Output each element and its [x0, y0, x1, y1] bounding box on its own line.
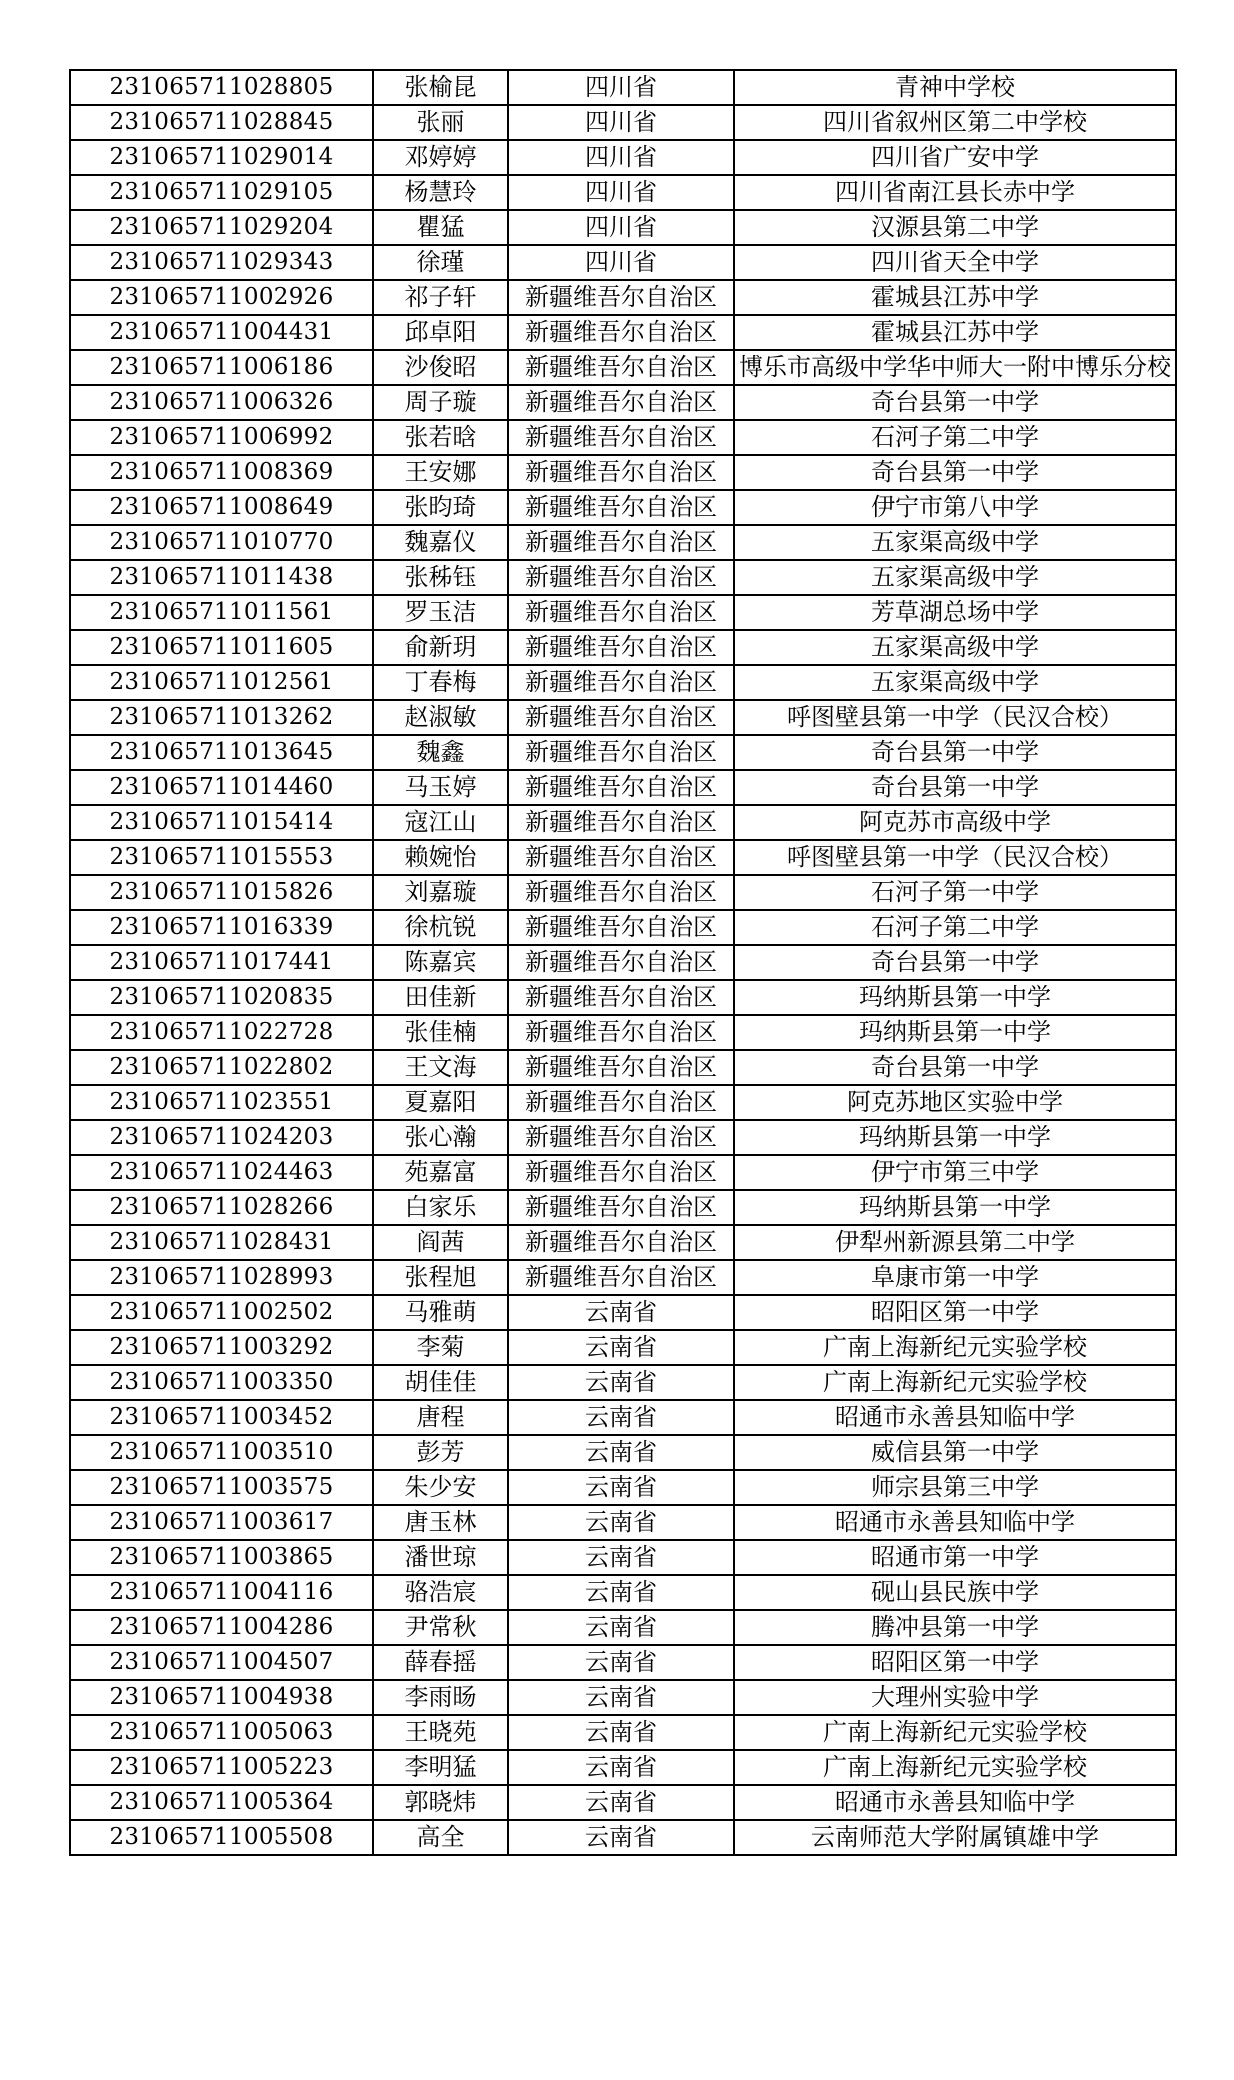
cell-province: 新疆维吾尔自治区: [508, 560, 734, 595]
cell-student-name: 王文海: [373, 1050, 508, 1085]
cell-student-name: 寇江山: [373, 805, 508, 840]
cell-student-name: 白家乐: [373, 1190, 508, 1225]
table-row: [70, 1295, 1176, 1330]
cell-candidate-id: 231065711011605: [70, 630, 373, 665]
table-row: [70, 630, 1176, 665]
cell-school: 五家渠高级中学: [734, 560, 1176, 595]
cell-school: 广南上海新纪元实验学校: [734, 1365, 1176, 1400]
cell-candidate-id: 231065711002502: [70, 1295, 373, 1330]
cell-school: 博乐市高级中学华中师大一附中博乐分校: [734, 350, 1176, 385]
cell-candidate-id: 231065711015414: [70, 805, 373, 840]
cell-student-name: 张昀琦: [373, 490, 508, 525]
cell-student-name: 赖婉怡: [373, 840, 508, 875]
cell-school: 玛纳斯县第一中学: [734, 1190, 1176, 1225]
cell-school: 腾冲县第一中学: [734, 1610, 1176, 1645]
cell-student-name: 魏鑫: [373, 735, 508, 770]
cell-candidate-id: 231065711004507: [70, 1645, 373, 1680]
cell-candidate-id: 231065711014460: [70, 770, 373, 805]
cell-province: 新疆维吾尔自治区: [508, 1260, 734, 1295]
table-row: [70, 560, 1176, 595]
cell-candidate-id: 231065711004431: [70, 315, 373, 350]
table-row: [70, 455, 1176, 490]
cell-student-name: 王晓苑: [373, 1715, 508, 1750]
cell-candidate-id: 231065711004938: [70, 1680, 373, 1715]
cell-province: 四川省: [508, 70, 734, 105]
table-row: [70, 315, 1176, 350]
cell-school: 威信县第一中学: [734, 1435, 1176, 1470]
cell-school: 奇台县第一中学: [734, 1050, 1176, 1085]
cell-school: 昭通市永善县知临中学: [734, 1505, 1176, 1540]
cell-province: 四川省: [508, 105, 734, 140]
table-row: [70, 1190, 1176, 1225]
table-row: [70, 1155, 1176, 1190]
cell-student-name: 赵淑敏: [373, 700, 508, 735]
cell-candidate-id: 231065711029014: [70, 140, 373, 175]
cell-school: 呼图壁县第一中学（民汉合校）: [734, 840, 1176, 875]
cell-candidate-id: 231065711017441: [70, 945, 373, 980]
cell-candidate-id: 231065711020835: [70, 980, 373, 1015]
table-row: [70, 910, 1176, 945]
cell-candidate-id: 231065711028266: [70, 1190, 373, 1225]
cell-province: 新疆维吾尔自治区: [508, 315, 734, 350]
cell-student-name: 徐瑾: [373, 245, 508, 280]
cell-student-name: 薛春摇: [373, 1645, 508, 1680]
cell-candidate-id: 231065711028993: [70, 1260, 373, 1295]
cell-student-name: 夏嘉阳: [373, 1085, 508, 1120]
cell-student-name: 田佳新: [373, 980, 508, 1015]
cell-school: 四川省南江县长赤中学: [734, 175, 1176, 210]
table-row: [70, 1820, 1176, 1855]
table-row: [70, 175, 1176, 210]
table-row: [70, 595, 1176, 630]
table-row: [70, 245, 1176, 280]
cell-student-name: 张佳楠: [373, 1015, 508, 1050]
cell-school: 大理州实验中学: [734, 1680, 1176, 1715]
cell-province: 新疆维吾尔自治区: [508, 1085, 734, 1120]
cell-student-name: 陈嘉宾: [373, 945, 508, 980]
cell-province: 云南省: [508, 1610, 734, 1645]
cell-province: 云南省: [508, 1295, 734, 1330]
cell-province: 新疆维吾尔自治区: [508, 595, 734, 630]
cell-candidate-id: 231065711028805: [70, 70, 373, 105]
cell-school: 四川省广安中学: [734, 140, 1176, 175]
cell-province: 新疆维吾尔自治区: [508, 1155, 734, 1190]
table-row: [70, 700, 1176, 735]
cell-province: 新疆维吾尔自治区: [508, 490, 734, 525]
cell-school: 广南上海新纪元实验学校: [734, 1750, 1176, 1785]
cell-candidate-id: 231065711024463: [70, 1155, 373, 1190]
cell-province: 新疆维吾尔自治区: [508, 1190, 734, 1225]
cell-candidate-id: 231065711022802: [70, 1050, 373, 1085]
cell-candidate-id: 231065711010770: [70, 525, 373, 560]
table-row: [70, 875, 1176, 910]
cell-province: 新疆维吾尔自治区: [508, 980, 734, 1015]
table-row: [70, 1785, 1176, 1820]
cell-school: 阿克苏地区实验中学: [734, 1085, 1176, 1120]
table-row: [70, 1610, 1176, 1645]
cell-student-name: 马玉婷: [373, 770, 508, 805]
cell-candidate-id: 231065711004116: [70, 1575, 373, 1610]
cell-candidate-id: 231065711003292: [70, 1330, 373, 1365]
cell-school: 广南上海新纪元实验学校: [734, 1715, 1176, 1750]
cell-province: 新疆维吾尔自治区: [508, 735, 734, 770]
cell-province: 云南省: [508, 1645, 734, 1680]
cell-school: 玛纳斯县第一中学: [734, 980, 1176, 1015]
cell-candidate-id: 231065711003452: [70, 1400, 373, 1435]
cell-candidate-id: 231065711006992: [70, 420, 373, 455]
cell-province: 新疆维吾尔自治区: [508, 630, 734, 665]
table-row: [70, 945, 1176, 980]
cell-school: 五家渠高级中学: [734, 630, 1176, 665]
cell-student-name: 朱少安: [373, 1470, 508, 1505]
cell-school: 石河子第二中学: [734, 910, 1176, 945]
table-row: [70, 1750, 1176, 1785]
cell-candidate-id: 231065711015826: [70, 875, 373, 910]
table-row: [70, 805, 1176, 840]
cell-school: 石河子第二中学: [734, 420, 1176, 455]
cell-province: 云南省: [508, 1540, 734, 1575]
cell-candidate-id: 231065711008649: [70, 490, 373, 525]
cell-candidate-id: 231065711005508: [70, 1820, 373, 1855]
cell-student-name: 李菊: [373, 1330, 508, 1365]
table-row: [70, 490, 1176, 525]
table-row: [70, 350, 1176, 385]
cell-school: 四川省叙州区第二中学校: [734, 105, 1176, 140]
cell-school: 奇台县第一中学: [734, 385, 1176, 420]
cell-candidate-id: 231065711002926: [70, 280, 373, 315]
cell-province: 云南省: [508, 1330, 734, 1365]
cell-province: 四川省: [508, 175, 734, 210]
cell-student-name: 周子璇: [373, 385, 508, 420]
table-row: [70, 1680, 1176, 1715]
cell-province: 新疆维吾尔自治区: [508, 1120, 734, 1155]
cell-school: 阜康市第一中学: [734, 1260, 1176, 1295]
table-row: [70, 1225, 1176, 1260]
cell-province: 新疆维吾尔自治区: [508, 280, 734, 315]
cell-province: 云南省: [508, 1435, 734, 1470]
table-row: [70, 840, 1176, 875]
cell-candidate-id: 231065711004286: [70, 1610, 373, 1645]
table-row: [70, 1260, 1176, 1295]
cell-province: 新疆维吾尔自治区: [508, 770, 734, 805]
cell-province: 四川省: [508, 210, 734, 245]
cell-candidate-id: 231065711003865: [70, 1540, 373, 1575]
cell-student-name: 王安娜: [373, 455, 508, 490]
cell-province: 新疆维吾尔自治区: [508, 455, 734, 490]
cell-candidate-id: 231065711005223: [70, 1750, 373, 1785]
cell-candidate-id: 231065711024203: [70, 1120, 373, 1155]
cell-school: 呼图壁县第一中学（民汉合校）: [734, 700, 1176, 735]
cell-province: 新疆维吾尔自治区: [508, 1225, 734, 1260]
cell-candidate-id: 231065711012561: [70, 665, 373, 700]
table-row: [70, 1050, 1176, 1085]
cell-school: 昭阳区第一中学: [734, 1645, 1176, 1680]
cell-candidate-id: 231065711029204: [70, 210, 373, 245]
cell-candidate-id: 231065711011561: [70, 595, 373, 630]
cell-candidate-id: 231065711006186: [70, 350, 373, 385]
cell-candidate-id: 231065711023551: [70, 1085, 373, 1120]
cell-school: 伊宁市第八中学: [734, 490, 1176, 525]
cell-candidate-id: 231065711008369: [70, 455, 373, 490]
cell-school: 四川省天全中学: [734, 245, 1176, 280]
table-row: [70, 1715, 1176, 1750]
cell-student-name: 杨慧玲: [373, 175, 508, 210]
student-list-table: [69, 69, 1177, 1856]
cell-student-name: 阎茜: [373, 1225, 508, 1260]
cell-student-name: 李明猛: [373, 1750, 508, 1785]
cell-province: 新疆维吾尔自治区: [508, 420, 734, 455]
table-row: [70, 525, 1176, 560]
cell-province: 新疆维吾尔自治区: [508, 385, 734, 420]
table-row: [70, 770, 1176, 805]
cell-school: 伊宁市第三中学: [734, 1155, 1176, 1190]
cell-school: 奇台县第一中学: [734, 455, 1176, 490]
table-body: [70, 70, 1176, 1855]
table-row: [70, 385, 1176, 420]
table-row: [70, 70, 1176, 105]
cell-province: 云南省: [508, 1470, 734, 1505]
cell-school: 霍城县江苏中学: [734, 315, 1176, 350]
cell-student-name: 郭晓炜: [373, 1785, 508, 1820]
cell-province: 云南省: [508, 1750, 734, 1785]
cell-student-name: 李雨旸: [373, 1680, 508, 1715]
cell-candidate-id: 231065711011438: [70, 560, 373, 595]
cell-candidate-id: 231065711003510: [70, 1435, 373, 1470]
cell-candidate-id: 231065711003350: [70, 1365, 373, 1400]
cell-student-name: 张若晗: [373, 420, 508, 455]
cell-candidate-id: 231065711028845: [70, 105, 373, 140]
cell-school: 奇台县第一中学: [734, 770, 1176, 805]
table-row: [70, 210, 1176, 245]
cell-candidate-id: 231065711005063: [70, 1715, 373, 1750]
cell-school: 昭通市永善县知临中学: [734, 1785, 1176, 1820]
cell-province: 云南省: [508, 1785, 734, 1820]
cell-student-name: 潘世琼: [373, 1540, 508, 1575]
table-row: [70, 1470, 1176, 1505]
cell-candidate-id: 231065711028431: [70, 1225, 373, 1260]
table-row: [70, 1365, 1176, 1400]
cell-school: 玛纳斯县第一中学: [734, 1120, 1176, 1155]
cell-school: 昭阳区第一中学: [734, 1295, 1176, 1330]
cell-school: 石河子第一中学: [734, 875, 1176, 910]
table-row: [70, 980, 1176, 1015]
cell-candidate-id: 231065711003617: [70, 1505, 373, 1540]
cell-student-name: 魏嘉仪: [373, 525, 508, 560]
cell-student-name: 俞新玥: [373, 630, 508, 665]
cell-candidate-id: 231065711029343: [70, 245, 373, 280]
cell-candidate-id: 231065711015553: [70, 840, 373, 875]
cell-student-name: 瞿猛: [373, 210, 508, 245]
cell-student-name: 刘嘉璇: [373, 875, 508, 910]
table-row: [70, 1400, 1176, 1435]
table-row: [70, 1435, 1176, 1470]
table-row: [70, 105, 1176, 140]
cell-province: 云南省: [508, 1505, 734, 1540]
cell-province: 四川省: [508, 245, 734, 280]
cell-province: 新疆维吾尔自治区: [508, 805, 734, 840]
cell-province: 新疆维吾尔自治区: [508, 665, 734, 700]
cell-province: 新疆维吾尔自治区: [508, 700, 734, 735]
cell-school: 广南上海新纪元实验学校: [734, 1330, 1176, 1365]
cell-student-name: 唐程: [373, 1400, 508, 1435]
cell-school: 云南师范大学附属镇雄中学: [734, 1820, 1176, 1855]
cell-school: 霍城县江苏中学: [734, 280, 1176, 315]
cell-school: 昭通市永善县知临中学: [734, 1400, 1176, 1435]
cell-province: 云南省: [508, 1575, 734, 1610]
table-row: [70, 735, 1176, 770]
table-row: [70, 280, 1176, 315]
cell-student-name: 邓婷婷: [373, 140, 508, 175]
table-row: [70, 140, 1176, 175]
cell-candidate-id: 231065711016339: [70, 910, 373, 945]
cell-school: 五家渠高级中学: [734, 665, 1176, 700]
cell-province: 云南省: [508, 1365, 734, 1400]
table-row: [70, 1120, 1176, 1155]
cell-school: 阿克苏市高级中学: [734, 805, 1176, 840]
cell-school: 奇台县第一中学: [734, 945, 1176, 980]
cell-school: 奇台县第一中学: [734, 735, 1176, 770]
cell-candidate-id: 231065711022728: [70, 1015, 373, 1050]
cell-school: 伊犁州新源县第二中学: [734, 1225, 1176, 1260]
table-row: [70, 1085, 1176, 1120]
cell-province: 新疆维吾尔自治区: [508, 840, 734, 875]
cell-province: 新疆维吾尔自治区: [508, 1050, 734, 1085]
cell-province: 新疆维吾尔自治区: [508, 350, 734, 385]
cell-student-name: 沙俊昭: [373, 350, 508, 385]
cell-student-name: 徐杭锐: [373, 910, 508, 945]
cell-province: 云南省: [508, 1400, 734, 1435]
table-row: [70, 1505, 1176, 1540]
table-row: [70, 1540, 1176, 1575]
cell-province: 新疆维吾尔自治区: [508, 910, 734, 945]
cell-student-name: 张丽: [373, 105, 508, 140]
cell-student-name: 邱卓阳: [373, 315, 508, 350]
cell-candidate-id: 231065711013262: [70, 700, 373, 735]
cell-province: 云南省: [508, 1680, 734, 1715]
table-row: [70, 420, 1176, 455]
cell-school: 师宗县第三中学: [734, 1470, 1176, 1505]
cell-province: 新疆维吾尔自治区: [508, 525, 734, 560]
cell-province: 新疆维吾尔自治区: [508, 1015, 734, 1050]
cell-province: 四川省: [508, 140, 734, 175]
cell-province: 新疆维吾尔自治区: [508, 875, 734, 910]
cell-student-name: 张秭钰: [373, 560, 508, 595]
cell-school: 砚山县民族中学: [734, 1575, 1176, 1610]
cell-student-name: 张程旭: [373, 1260, 508, 1295]
cell-candidate-id: 231065711029105: [70, 175, 373, 210]
cell-student-name: 唐玉林: [373, 1505, 508, 1540]
table-row: [70, 665, 1176, 700]
cell-student-name: 彭芳: [373, 1435, 508, 1470]
cell-student-name: 马雅萌: [373, 1295, 508, 1330]
cell-student-name: 高全: [373, 1820, 508, 1855]
cell-school: 芳草湖总场中学: [734, 595, 1176, 630]
cell-student-name: 张心瀚: [373, 1120, 508, 1155]
cell-candidate-id: 231065711005364: [70, 1785, 373, 1820]
cell-province: 新疆维吾尔自治区: [508, 945, 734, 980]
table-row: [70, 1330, 1176, 1365]
cell-candidate-id: 231065711006326: [70, 385, 373, 420]
cell-candidate-id: 231065711003575: [70, 1470, 373, 1505]
table-row: [70, 1645, 1176, 1680]
cell-student-name: 骆浩宸: [373, 1575, 508, 1610]
cell-student-name: 罗玉洁: [373, 595, 508, 630]
cell-school: 青神中学校: [734, 70, 1176, 105]
cell-student-name: 祁子轩: [373, 280, 508, 315]
cell-school: 昭通市第一中学: [734, 1540, 1176, 1575]
cell-student-name: 张榆昆: [373, 70, 508, 105]
cell-school: 玛纳斯县第一中学: [734, 1015, 1176, 1050]
cell-province: 云南省: [508, 1715, 734, 1750]
cell-school: 五家渠高级中学: [734, 525, 1176, 560]
cell-student-name: 苑嘉富: [373, 1155, 508, 1190]
table-row: [70, 1575, 1176, 1610]
cell-student-name: 胡佳佳: [373, 1365, 508, 1400]
cell-province: 云南省: [508, 1820, 734, 1855]
cell-student-name: 丁春梅: [373, 665, 508, 700]
cell-candidate-id: 231065711013645: [70, 735, 373, 770]
table-row: [70, 1015, 1176, 1050]
cell-school: 汉源县第二中学: [734, 210, 1176, 245]
cell-student-name: 尹常秋: [373, 1610, 508, 1645]
